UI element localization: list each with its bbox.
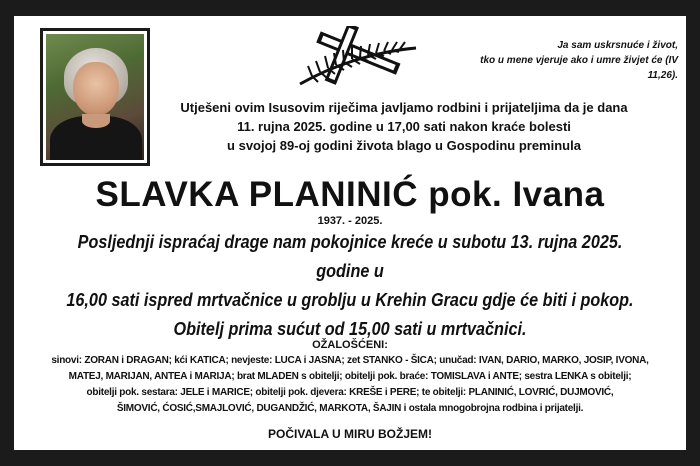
mourners-line: ŠIMOVIĆ, ĆOSIĆ,SMAJLOVIĆ, DUGANDŽIĆ, MARKOTA, ŠAJIN i ostala mnogobrojna rodbina i prijatelji. [116, 403, 584, 414]
announcement-intro [164, 98, 644, 155]
portrait-frame [40, 28, 150, 166]
mourners-title: OŽALOŠĆENI: [312, 339, 388, 351]
scripture-quote [468, 38, 678, 83]
portrait-photo [46, 34, 144, 160]
cross-with-palm-icon [292, 26, 418, 86]
funeral-line: Obitelj prima sućut od 15,00 sati u mrtvačnici. [173, 319, 527, 339]
funeral-line: Posljednji ispraćaj drage nam pokojnice kreće u subotu 13. rujna 2025. godine u [77, 232, 623, 281]
quote-line: tko u mene vjeruje ako i umre živjet će (IV 11,26). [480, 55, 678, 81]
intro-line: u svojoj 89-oj godini života blago u Gospodinu preminula [227, 138, 581, 153]
life-years: 1937. - 2025. [317, 215, 383, 227]
mourners-line: MATEJ, MARIJAN, ANTEA i MARIJA; brat MLADEN s obitelji; obitelji pok. braće: TOMISLAVA i ANTE; sestra LENKA s obitelji; [68, 371, 632, 382]
obituary-notice [14, 16, 686, 450]
funeral-details [57, 228, 644, 344]
intro-line: 11. rujna 2025. godine u 17,00 sati nakon kraće bolesti [237, 119, 571, 134]
quote-line: Ja sam uskrsnuće i život, [557, 40, 678, 51]
funeral-line: 16,00 sati ispred mrtvačnice u groblju u Krehin Gracu gdje će biti i pokop. [66, 290, 634, 310]
closing-blessing: POČIVALA U MIRU BOŽJEM! [268, 427, 432, 441]
mourners-line: obitelji pok. sestara: JELE i MARICE; obitelji pok. djevera: KREŠE i PERE; te obitelji: PLANINIĆ, LOVRIĆ, DUJMOVIĆ, [86, 387, 614, 398]
mourners-list [16, 353, 684, 417]
mourners-line: sinovi: ZORAN i DRAGAN; kći KATICA; nevjeste: LUCA i JASNA; zet STANKO - ŠICA; unučad: IVAN, DARIO, MARKO, JOSIP, IVONA, [51, 355, 649, 366]
deceased-name: SLAVKA PLANINIĆ pok. Ivana [95, 175, 605, 214]
intro-line: Utješeni ovim Isusovim riječima javljamo rodbini i prijateljima da je dana [180, 100, 628, 115]
